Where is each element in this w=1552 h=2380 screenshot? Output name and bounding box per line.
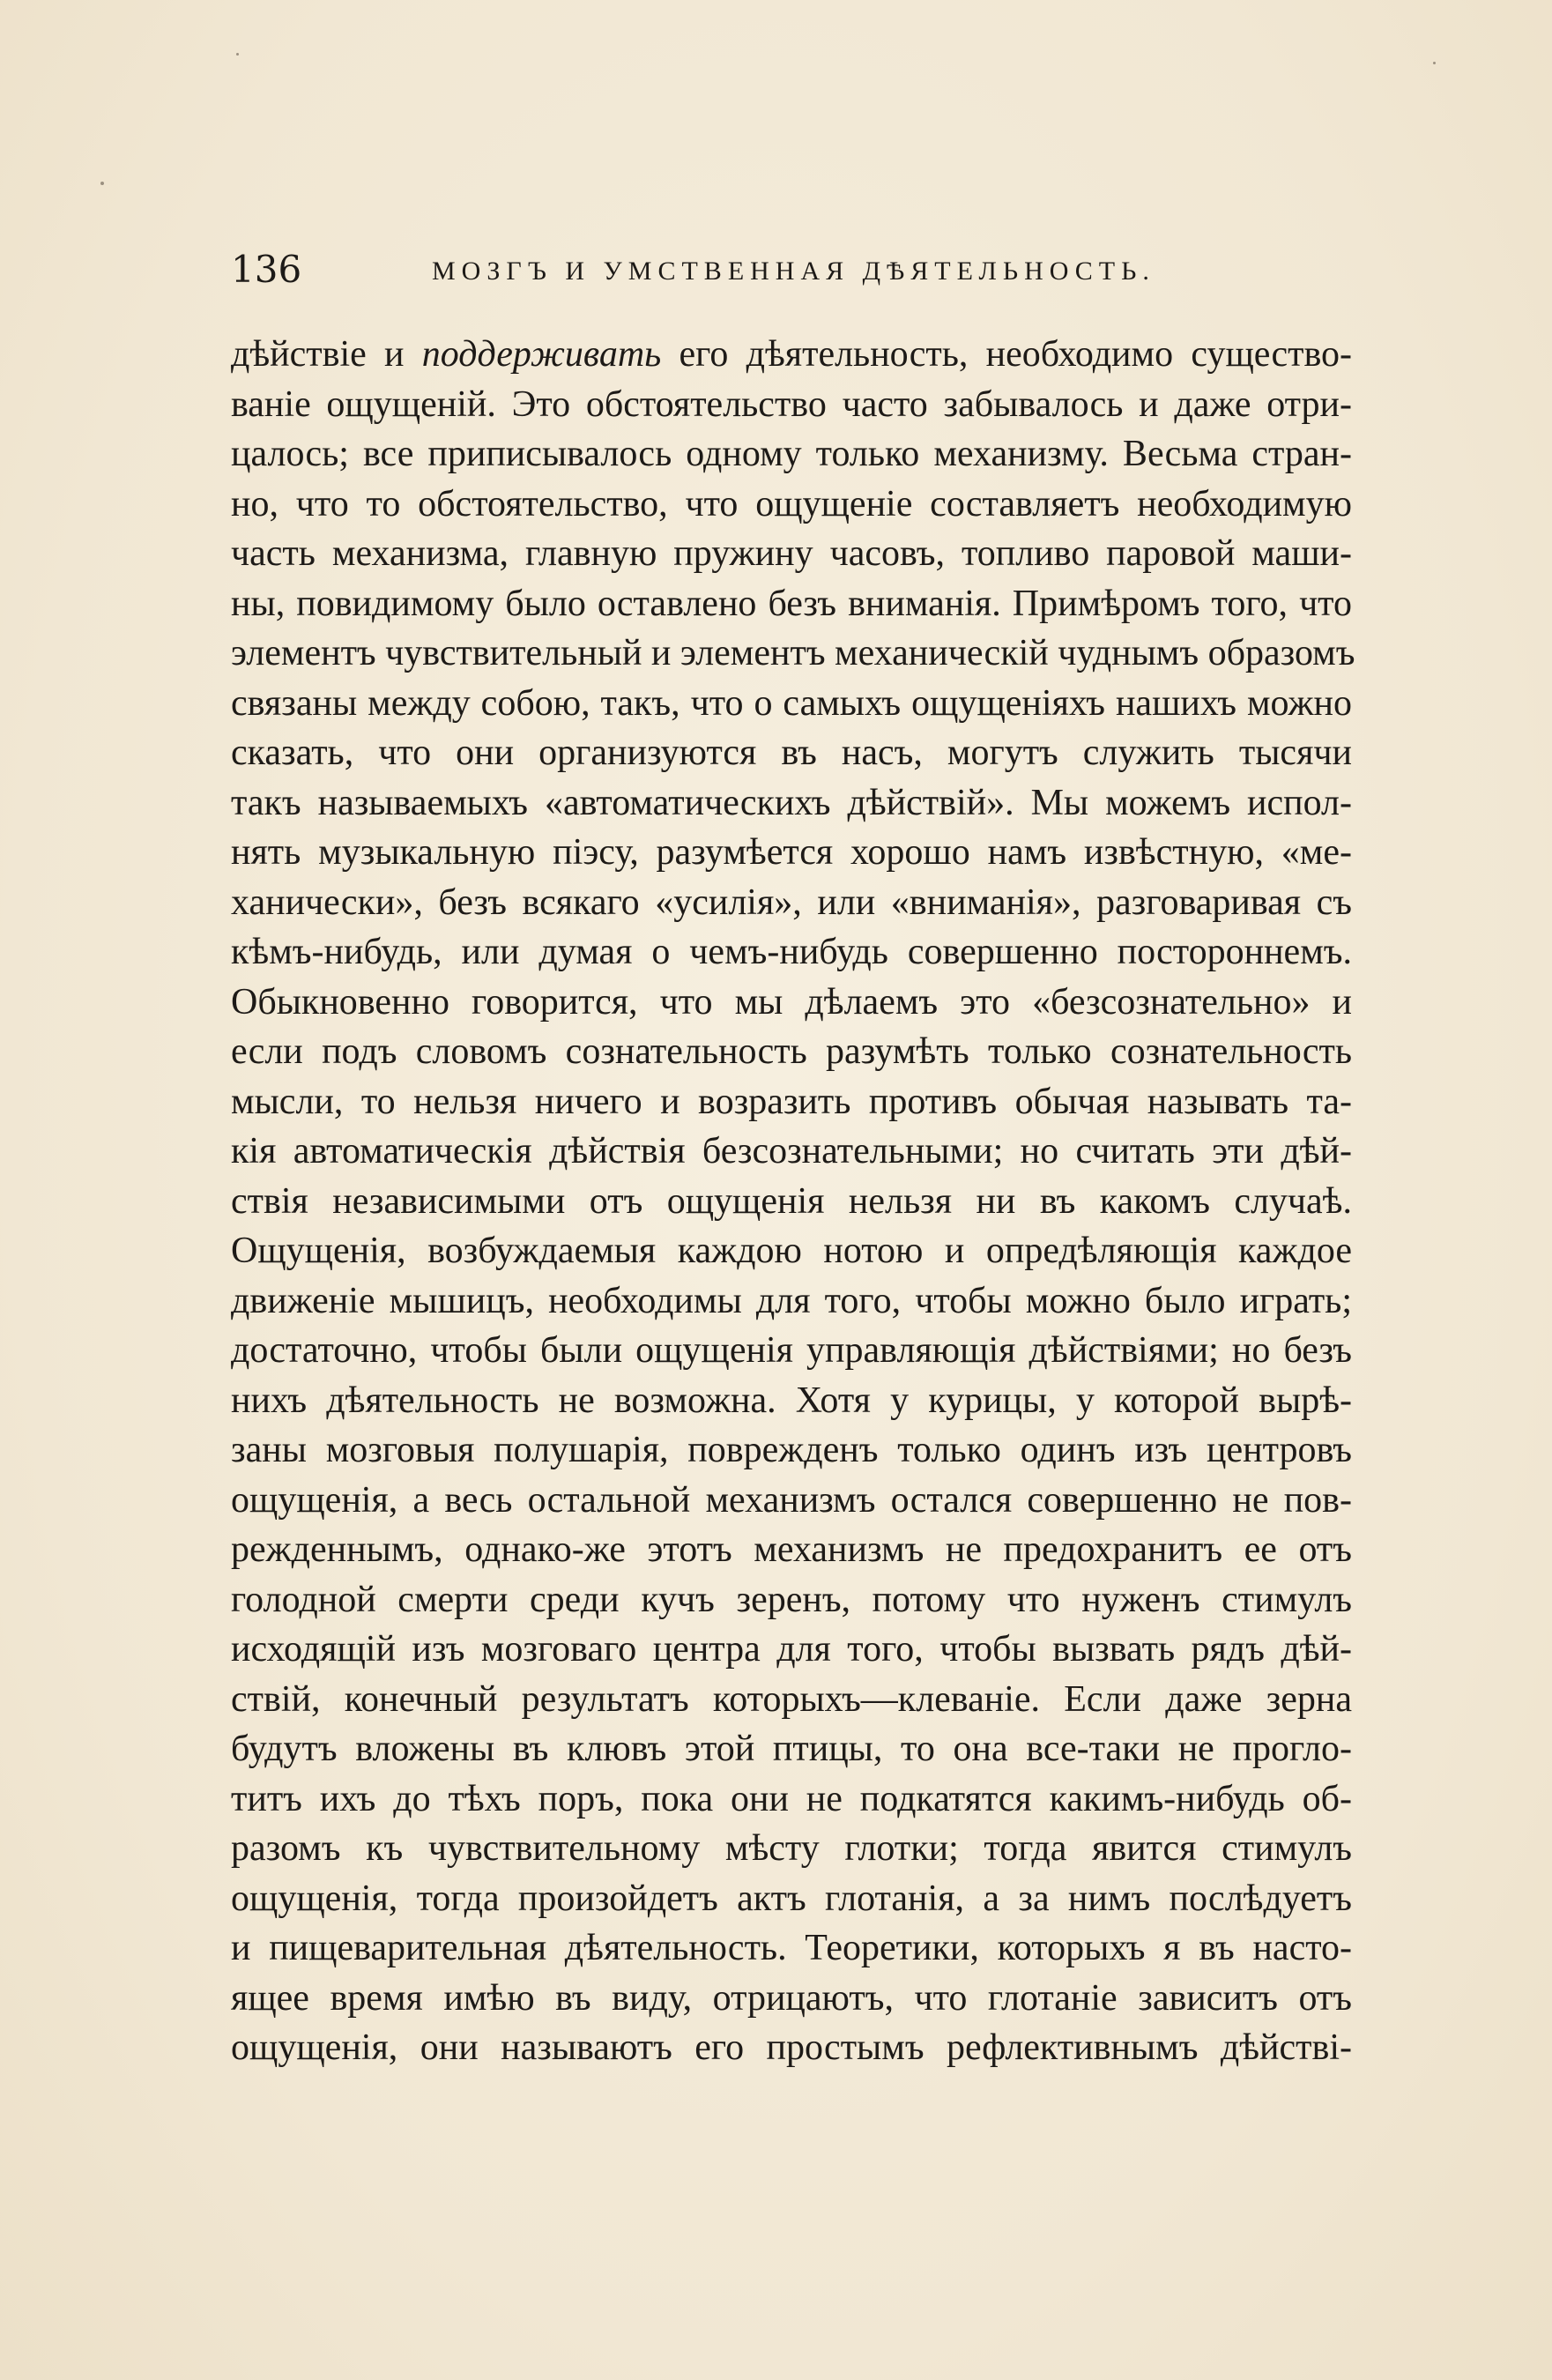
text-line: ощущенія, тогда произойдетъ актъ глотанія, а за нимъ послѣдуетъ (231, 1878, 1352, 1919)
text-line: ствія независимыми отъ ощущенія нельзя ни въ какомъ случаѣ. (231, 1180, 1352, 1222)
text-line: ны, повидимому было оставлено безъ вниманія. Примѣромъ того, что (231, 583, 1352, 624)
text-line (231, 330, 1352, 380)
emphasized-word: поддерживать (421, 334, 662, 375)
text-line: движеніе мышицъ, необходимы для того, чтобы можно было играть; (231, 1280, 1352, 1321)
text-line: нять музыкальную піэсу, разумѣется хорошо намъ извѣстную, «ме- (231, 832, 1352, 873)
page-number: 136 (231, 248, 302, 291)
text-line: ощущенія, а весь остальной механизмъ остался совершенно не пов- (231, 1479, 1352, 1521)
text-line: такъ называемыхъ «автоматическихъ дѣйствій». Мы можемъ испол- (231, 782, 1352, 823)
text-line: но, что то обстоятельство, что ощущеніе составляетъ необходимую (231, 483, 1352, 524)
text-line: будутъ вложены въ клювъ этой птицы, то она все-таки не прогло- (231, 1729, 1352, 1769)
paper-speck (1433, 62, 1436, 64)
text-line: ощущенія, они называютъ его простымъ рефлективнымъ дѣйстві- (231, 2027, 1352, 2068)
text-line: если подъ словомъ сознательность разумѣть только сознательность (231, 1031, 1352, 1072)
text-line: цалось; все приписывалось одному только механизму. Весьма стран- (231, 434, 1352, 474)
text-line: разомъ къ чувствительному мѣсту глотки; тогда явится стимулъ (231, 1828, 1352, 1869)
paper-speck (236, 53, 239, 56)
text-line: связаны между собою, такъ, что о самыхъ ощущеніяхъ нашихъ можно (231, 682, 1352, 724)
text-line: исходящій изъ мозговаго центра для того, чтобы вызвать рядъ дѣй- (231, 1629, 1352, 1670)
text-line: сказать, что они организуются въ насъ, могутъ служить тысячи (231, 733, 1352, 773)
text-line: голодной смерти среди кучъ зеренъ, потому что нуженъ стимулъ (231, 1579, 1352, 1620)
text-line: достаточно, чтобы были ощущенія управляющія дѣйствіями; но безъ (231, 1330, 1352, 1371)
running-title: МОЗГЪ И УМСТВЕННАЯ ДѢЯТЕЛЬНОСТЬ. (432, 257, 1155, 286)
text-line: ствій, конечный результатъ которыхъ—клеваніе. Если даже зерна (231, 1678, 1352, 1720)
text-line: режденнымъ, однако-же этотъ механизмъ не предохранитъ ее отъ (231, 1529, 1352, 1570)
text-line: Обыкновенно говорится, что мы дѣлаемъ это «безсознательно» и (231, 981, 1352, 1023)
text-line: ваніе ощущеній. Это обстоятельство часто забывалось и даже отри- (231, 383, 1352, 425)
paper-speck (100, 182, 104, 185)
text-line: нихъ дѣятельность не возможна. Хотя у курицы, у которой вырѣ- (231, 1380, 1352, 1421)
text-line: заны мозговыя полушарія, поврежденъ только одинъ изъ центровъ (231, 1430, 1352, 1470)
text-line: кѣмъ-нибудь, или думая о чемъ-нибудь совершенно постороннемъ. (231, 932, 1352, 972)
text-line: Ощущенія, возбуждаемыя каждою нотою и опредѣляющія каждое (231, 1231, 1352, 1271)
text-line: мысли, то нельзя ничего и возразить противъ обычая называть та- (231, 1081, 1352, 1122)
text-run: дѣйствіе и (231, 334, 422, 375)
text-line: кія автоматическія дѣйствія безсознательными; но считать эти дѣй- (231, 1131, 1352, 1171)
text-line: титъ ихъ до тѣхъ поръ, пока они не подкатятся какимъ-нибудь об- (231, 1778, 1352, 1819)
text-line: часть механизма, главную пружину часовъ, топливо паровой маши- (231, 533, 1352, 574)
text-line: и пищеварительная дѣятельность. Теоретики, которыхъ я въ насто- (231, 1928, 1352, 1968)
text-line: ханически», безъ всякаго «усилія», или «вниманія», разговаривая съ (231, 881, 1352, 923)
body-text (231, 330, 1355, 2073)
text-line: ящее время имѣю въ виду, отрицаютъ, что глотаніе зависитъ отъ (231, 1977, 1352, 2019)
running-head (231, 243, 1153, 296)
text-run: его дѣятельность, необходимо существо- (661, 334, 1353, 375)
text-line: элементъ чувствительный и элементъ механическій чуднымъ образомъ (231, 633, 1355, 673)
